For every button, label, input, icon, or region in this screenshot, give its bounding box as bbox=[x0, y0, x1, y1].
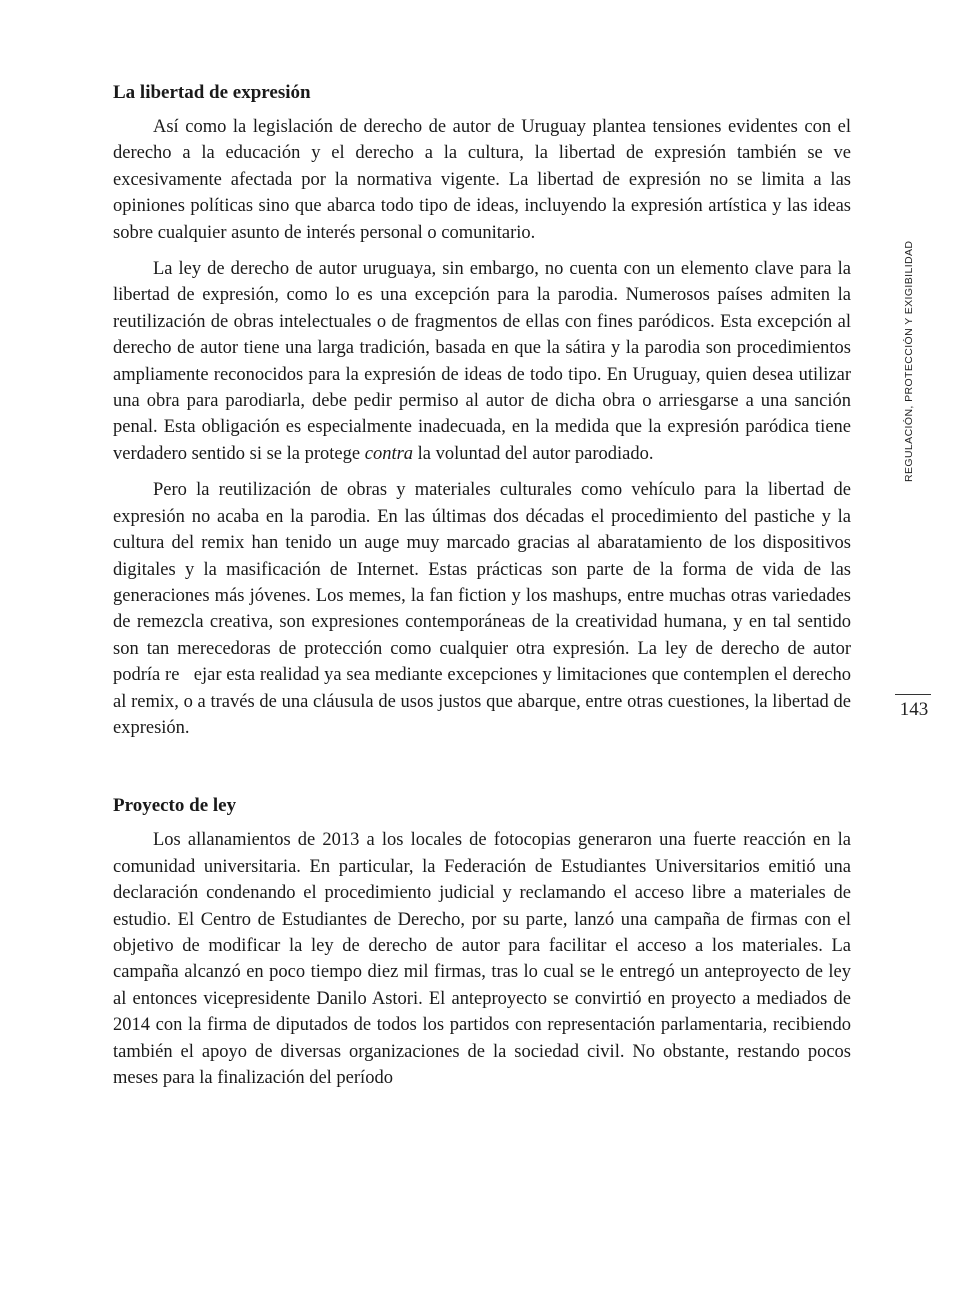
section-heading-proyecto-de-ley: Proyecto de ley bbox=[113, 795, 237, 817]
paragraph: Pero la reutilización de obras y materiales culturales como vehículo para la libertad de expresión no acaba en la parodia. En las últimas dos décadas el procedimiento del pastiche y la cultura del remix han tenido un auge muy marcado gracias al abaratamiento de los dispositivos digitales y la masificación de Internet. Estas prácticas son parte de la forma de vida de las generaciones más jóvenes. Los memes, la fan fiction y los mashups, entre muchas otras variedades de remezcla creativa, son expresiones contemporáneas de la creatividad humana, y en tal sentido son tan merecedoras de protección como cualquier otra expresión. La ley de derecho de autor podría re ejar esta realidad ya sea mediante excepciones y limitaciones que contemplen el derecho al remix, o a través de una cláusula de usos justos que abarque, entre otras cuestiones, la libertad de expresión. bbox=[113, 480, 851, 738]
paragraph-text: La ley de derecho de autor uruguaya, sin embargo, no cuenta con un elemento clave para la libertad de expresión, como lo es una excepción para la parodia. Numerosos países admiten la reutilización de obras intelectuales o de fragmentos de ellas con fines paródicos. Esta excepción al derecho de autor tiene una larga tradición, basada en que la sátira y la parodia son procedimientos ampliamente reconocidos para la expresión de ideas de todo tipo. En Uruguay, quien desea utilizar una obra para parodiarla, debe pedir permiso al autor de dicha obra o arriesgarse a una sanción penal. Esta obligación es especialmente inadecuada, en la medida que la expresión paródica tiene verdadero sentido si se la protege bbox=[113, 259, 851, 464]
running-title: REGULACIÓN, PROTECCIÓN Y EXIGIBILIDAD bbox=[903, 240, 915, 482]
paragraph-text: la voluntad del autor parodiado. bbox=[413, 443, 654, 464]
paragraph: Los allanamientos de 2013 a los locales de fotocopias generaron una fuerte reacción en la comunidad universitaria. En particular, la Federación de Estudiantes Universitarios emitió una declaración condenando el procedimiento judicial y reclamando el acceso libre a materiales de estudio. El Centro de Estudiantes de Derecho, por su parte, lanzó una campaña de firmas con el objetivo de modificar la ley de derecho de autor para facilitar el acceso a los materiales. La campaña alcanzó en poco tiempo diez mil firmas, tras lo cual se le entregó un anteproyecto de ley al entonces vicepresidente Danilo Astori. El anteproyecto se convirtió en proyecto a mediados de 2014 con la firma de diputados de todos los partidos con representación parlamentaria, recibiendo también el apoyo de diversas organizaciones de la sociedad civil. No obstante, restando pocos meses para la finalización del período bbox=[113, 830, 851, 1088]
paragraph: Así como la legislación de derecho de autor de Uruguay plantea tensiones evidentes con el derecho a la educación y el derecho a la cultura, la libertad de expresión también se ve excesivamente afectada por la normativa vigente. La libertad de expresión no se limita a las opiniones políticas sino que abarca todo tipo de ideas, incluyendo la expresión artística y las ideas sobre cualquier asunto de interés personal o comunitario. bbox=[113, 117, 851, 243]
page-number-rule bbox=[895, 694, 931, 695]
section-heading-libertad-expresion: La libertad de expresión bbox=[113, 82, 311, 103]
italic-word: contra bbox=[364, 443, 414, 464]
paragraph bbox=[113, 256, 851, 467]
page-body bbox=[113, 80, 851, 1101]
page-number: 143 bbox=[899, 699, 929, 720]
